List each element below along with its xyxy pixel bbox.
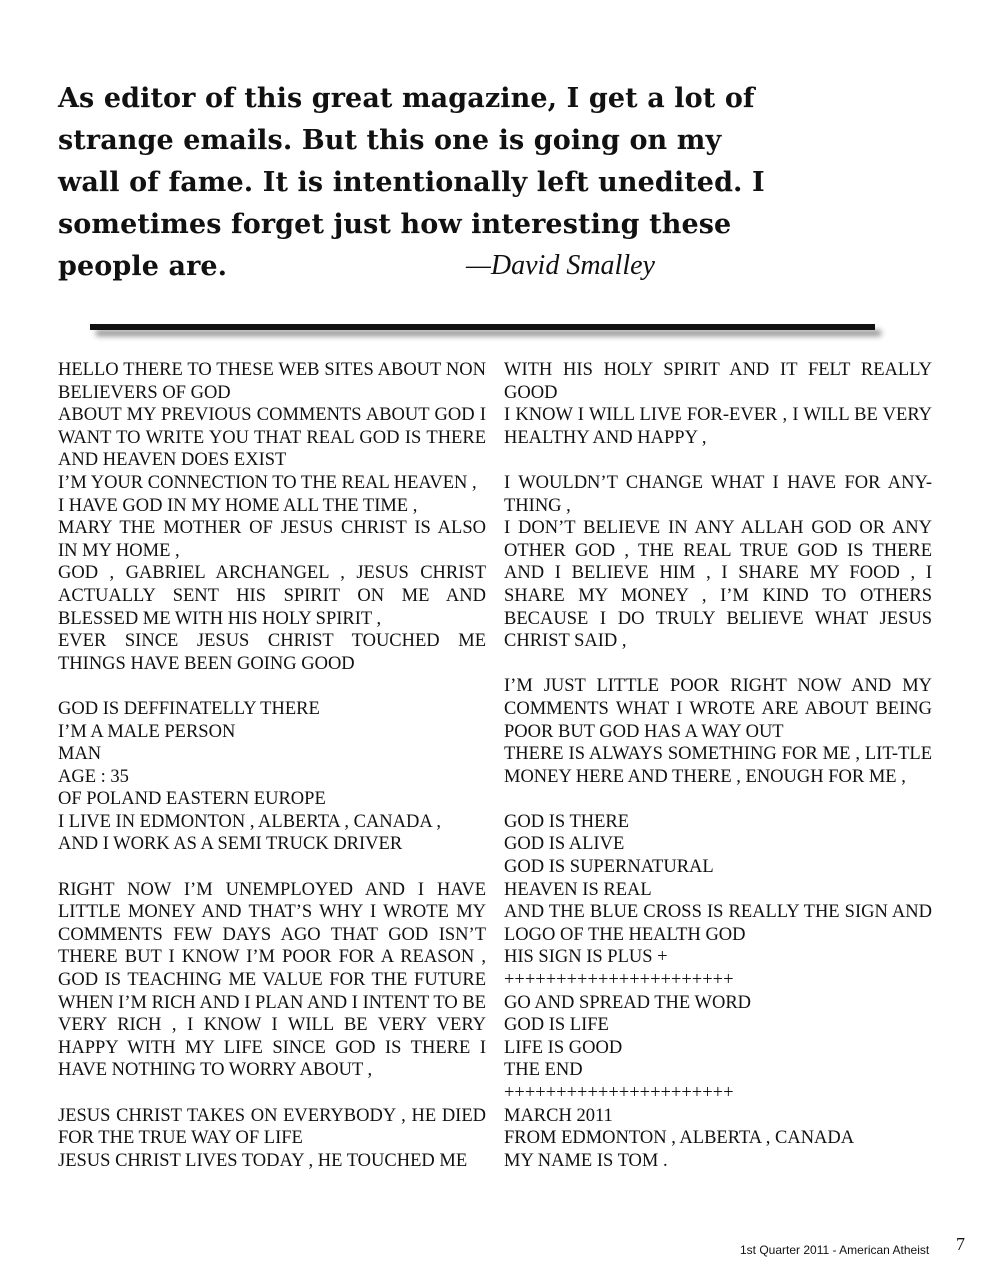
letter-column-right: [504, 359, 932, 1172]
letter-line: ++++++++++++++++++++++: [504, 1083, 734, 1103]
paragraph-gap: [58, 856, 486, 879]
letter-line: GOD IS DEFFINATELLY THERE: [58, 698, 320, 719]
letter-line: THERE IS ALWAYS SOMETHING FOR ME , LIT-TLE MONEY HERE AND THERE , ENOUGH FOR ME ,: [504, 744, 932, 787]
letter-line: AGE : 35: [58, 766, 129, 787]
editor-intro: As editor of this great magazine, I get a lot of strange emails. But this one is going on my wall of fame. It is intentionally left unedited. I sometimes forget just how interesting these people are.: [58, 83, 765, 282]
letter-line: I WOULDN’T CHANGE WHAT I HAVE FOR ANY-THING ,: [504, 472, 932, 516]
letter-line: RIGHT NOW I’M UNEMPLOYED AND I HAVE LITTLE MONEY AND THAT’S WHY I WROTE MY COMMENTS FEW DAYS AGO THAT GOD ISN’T THERE BUT I KNOW I’M POOR FOR A REASON , GOD IS TEACHING ME VALUE FOR THE FUTURE WHEN I’M RICH AND I PLAN AND I INTENT TO BE VERY RICH , I KNOW I WILL BE VERY VERY HAPPY WITH MY LIFE SINCE GOD IS THERE I HAVE NOTHING TO WORRY ABOUT ,: [58, 879, 486, 1081]
paragraph-gap: [504, 653, 932, 676]
letter-line: I HAVE GOD IN MY HOME ALL THE TIME ,: [58, 495, 418, 516]
paragraph-gap: [504, 449, 932, 472]
issue-footer: 1st Quarter 2011 - American Atheist: [740, 1243, 930, 1257]
letter-line: JESUS CHRIST TAKES ON EVERYBODY , HE DIED FOR THE TRUE WAY OF LIFE: [58, 1105, 486, 1149]
letter-line: OF POLAND EASTERN EUROPE: [58, 789, 326, 810]
letter-line: AND I WORK AS A SEMI TRUCK DRIVER: [58, 834, 403, 855]
letter-line: JESUS CHRIST LIVES TODAY , HE TOUCHED ME: [58, 1150, 468, 1171]
letter-line: HEAVEN IS REAL: [504, 879, 652, 900]
paragraph-gap: [504, 788, 932, 811]
letter-line: GOD IS SUPERNATURAL: [504, 857, 714, 878]
letter-line: I LIVE IN EDMONTON , ALBERTA , CANADA ,: [58, 811, 441, 832]
letter-line: HELLO THERE TO THESE WEB SITES ABOUT NON BELIEVERS OF GOD: [58, 360, 486, 403]
letter-line: THE END: [504, 1060, 583, 1081]
letter-line: HIS SIGN IS PLUS +: [504, 947, 668, 968]
divider-rule: [90, 324, 875, 330]
letter-line: EVER SINCE JESUS CHRIST TOUCHED ME THINGS HAVE BEEN GOING GOOD: [58, 631, 486, 674]
letter-line: MY NAME IS TOM .: [504, 1150, 668, 1171]
letter-line: GOD IS THERE: [504, 811, 630, 832]
editor-byline: —David Smalley: [466, 250, 655, 281]
letter-line: FROM EDMONTON , ALBERTA , CANADA: [504, 1128, 855, 1149]
letter-line: GOD IS LIFE: [504, 1015, 609, 1036]
letter-line: I KNOW I WILL LIVE FOR-EVER , I WILL BE VERY HEALTHY AND HAPPY ,: [504, 405, 932, 448]
letter-line: AND THE BLUE CROSS IS REALLY THE SIGN AND LOGO OF THE HEALTH GOD: [504, 902, 932, 945]
paragraph-gap: [58, 675, 486, 698]
letter-line: LIFE IS GOOD: [504, 1037, 623, 1058]
letter-line: GOD IS ALIVE: [504, 834, 625, 855]
letter-line: MARY THE MOTHER OF JESUS CHRIST IS ALSO IN MY HOME ,: [58, 518, 486, 561]
letter-line: GO AND SPREAD THE WORD: [504, 992, 752, 1013]
letter-line: MAN: [58, 744, 102, 765]
letter-line: I’M A MALE PERSON: [58, 721, 236, 742]
letter-line: I’M YOUR CONNECTION TO THE REAL HEAVEN ,: [58, 472, 477, 493]
letter-line: I’M JUST LITTLE POOR RIGHT NOW AND MY COMMENTS WHAT I WROTE ARE ABOUT BEING POOR BUT GOD HAS A WAY OUT: [504, 676, 932, 742]
letter-column-left: [58, 359, 486, 1172]
letter-line: I DON’T BELIEVE IN ANY ALLAH GOD OR ANY OTHER GOD , THE REAL TRUE GOD IS THERE AND I BELIEVE HIM , I SHARE MY FOOD , I SHARE MY MONEY , I’M KIND TO OTHERS BECAUSE I DO TRULY BELIEVE WHAT JESUS CHRIST SAID ,: [504, 518, 932, 652]
letter-line: WITH HIS HOLY SPIRIT AND IT FELT REALLY GOOD: [504, 360, 932, 403]
letter-line: ABOUT MY PREVIOUS COMMENTS ABOUT GOD I WANT TO WRITE YOU THAT REAL GOD IS THERE AND HEAVEN DOES EXIST: [58, 405, 486, 471]
letter-line: GOD , GABRIEL ARCHANGEL , JESUS CHRIST ACTUALLY SENT HIS SPIRIT ON ME AND BLESSED ME WITH HIS HOLY SPIRIT ,: [58, 563, 486, 629]
letter-line: ++++++++++++++++++++++: [504, 970, 734, 991]
letter-line: MARCH 2011: [504, 1105, 613, 1126]
page-number: 7: [956, 1234, 965, 1254]
paragraph-gap: [58, 1082, 486, 1105]
